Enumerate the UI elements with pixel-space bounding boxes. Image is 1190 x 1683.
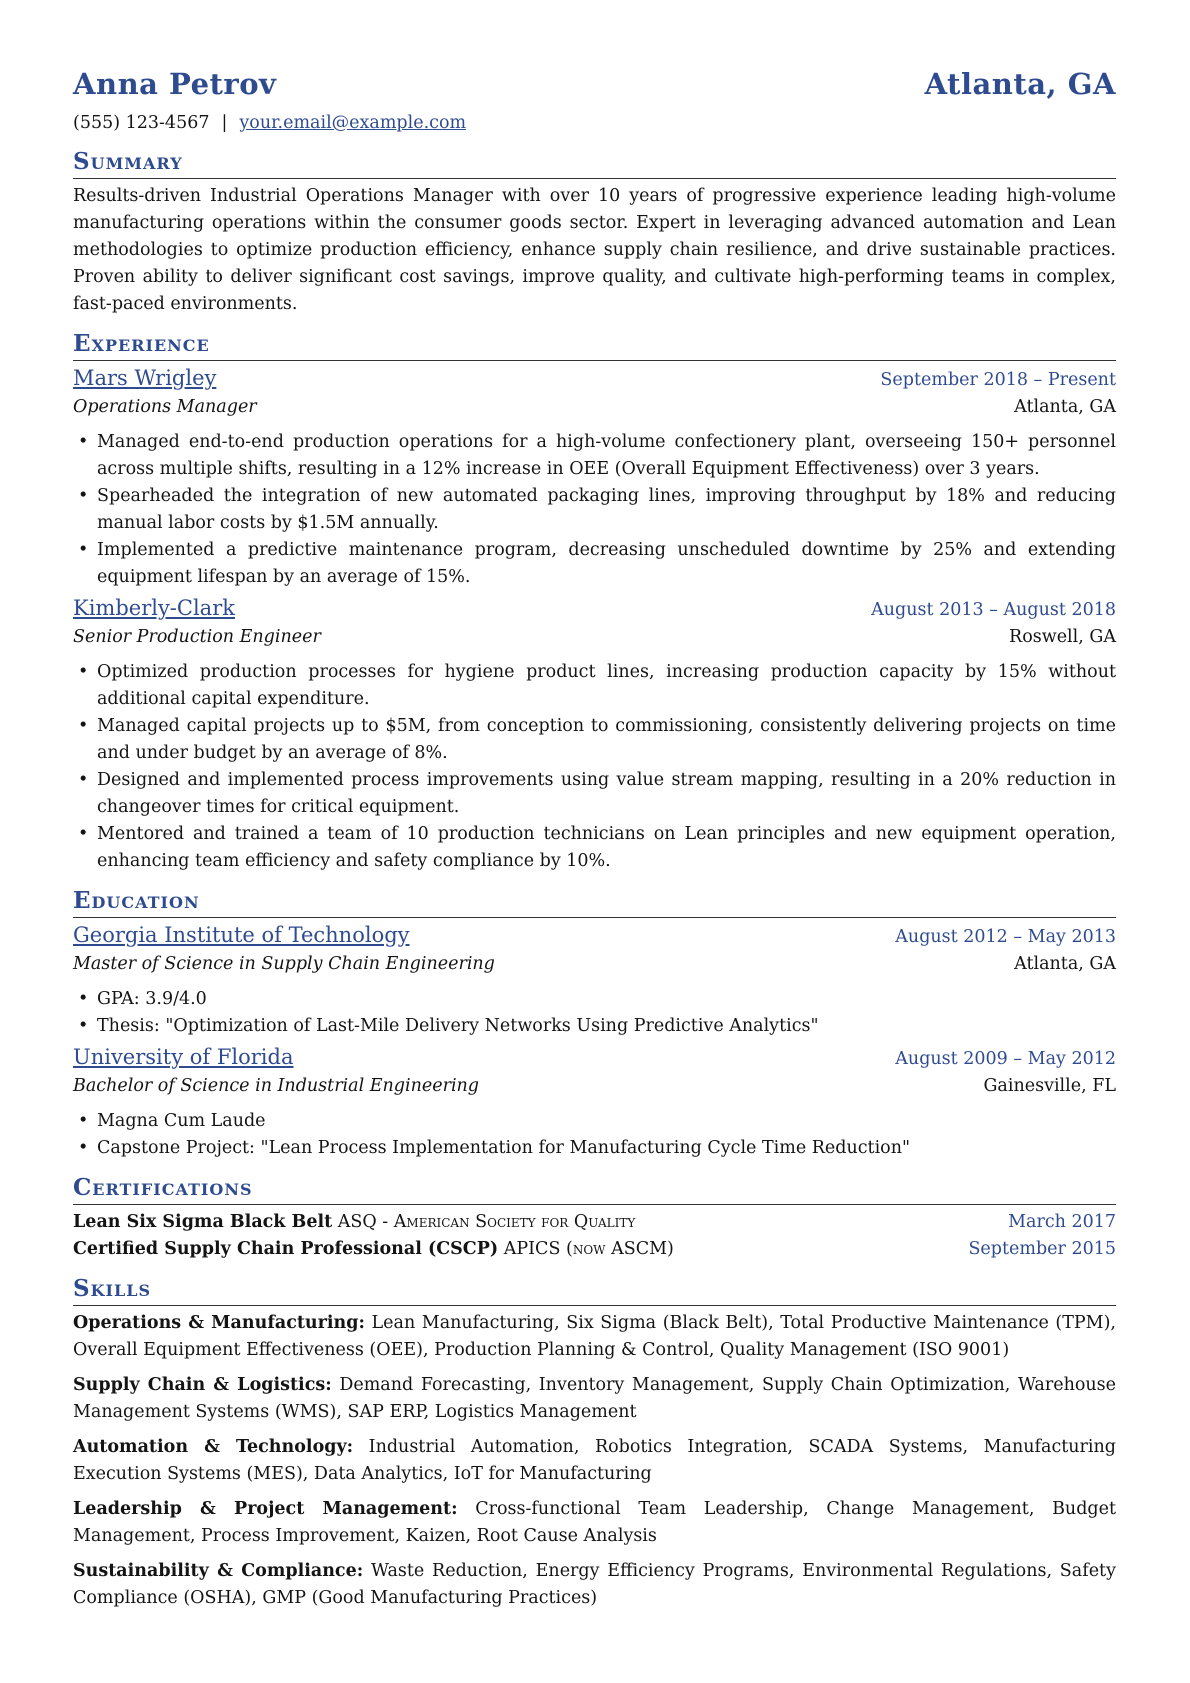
education-bullet: • GPA: 3.9/4.0 [73,986,1116,1013]
summary-text: Results-driven Industrial Operations Manager with over 10 years of progressive experience leading high-volume manufacturing operations within the consumer goods sector. Expert in leveraging advanced automation and Lean methodologies to optimize production efficiency, enhance supply chain resilience, and drive sustainable practices. Proven ability to deliver significant cost savings, improve quality, and cultivate high-performing teams in complex, fast-paced environments. [73,186,1116,314]
experience-entry [73,363,1116,591]
employer-link[interactable]: Kimberly-Clark [73,596,235,620]
school-location: Atlanta, GA [1014,954,1116,974]
skill-items: Industrial Automation, Robotics Integration, SCADA Systems, Manufacturing Execution Systems (MES), Data Analytics, IoT for Manufacturing [73,1437,1116,1484]
achievement-bullet: • Optimized production processes for hygiene product lines, increasing production capacity by 15% without additional capital expenditure. [73,659,1116,713]
skill-items: Lean Manufacturing, Six Sigma (Black Belt), Total Productive Maintenance (TPM), Overall Equipment Effectiveness (OEE), Production Planning & Control, Quality Management (ISO 9001) [73,1313,1116,1360]
education-details [73,986,1116,1040]
achievement-bullet: • Implemented a predictive maintenance program, decreasing unscheduled downtime by 25% and extending equipment lifespan by an average of 15%. [73,537,1116,591]
section-title-summary: Summary [73,146,1116,179]
section-title-skills: Skills [73,1273,1116,1306]
skills-list [73,1310,1116,1612]
achievement-bullet: • Mentored and trained a team of 10 production technicians on Lean principles and new equipment operation, enhancing team efficiency and safety compliance by 10%. [73,821,1116,875]
candidate-location: Atlanta, GA [924,67,1116,101]
achievement-bullet: • Designed and implemented process improvements using value stream mapping, resulting in a 20% reduction in changeover times for critical equipment. [73,767,1116,821]
certification-name: Lean Six Sigma Black Belt [73,1212,333,1232]
education-bullet: • Capstone Project: "Lean Process Implementation for Manufacturing Cycle Time Reduction" [73,1135,1116,1162]
certification-issuer: APICS (now ASCM) [503,1239,674,1259]
skill-group [73,1310,1116,1364]
skill-group [73,1372,1116,1426]
skill-group [73,1434,1116,1488]
job-title: Operations Manager [73,397,257,417]
job-location: Atlanta, GA [1014,397,1116,417]
education-list [73,920,1116,1162]
certification-date: September 2015 [968,1239,1116,1259]
achievement-bullet: • Spearheaded the integration of new automated packaging lines, improving throughput by 18% and reducing manual labor costs by $1.5M annually. [73,483,1116,537]
section-title-certifications: Certifications [73,1172,1116,1205]
education-bullet: • Thesis: "Optimization of Last-Mile Delivery Networks Using Predictive Analytics" [73,1013,1116,1040]
candidate-name: Anna Petrov [73,67,277,101]
experience-entry [73,593,1116,875]
certification-date: March 2017 [1008,1212,1116,1232]
certification-name: Certified Supply Chain Professional (CSCP) [73,1239,499,1259]
certification-item [73,1236,1116,1263]
employer-link[interactable]: Mars Wrigley [73,366,217,390]
certification-item [73,1209,1116,1236]
email-link[interactable]: your.email@example.com [239,113,467,133]
certification-issuer: ASQ - American Society for Quality [337,1212,636,1232]
phone-number: (555) 123-4567 [73,113,210,133]
skill-category: Sustainability & Compliance: [73,1561,364,1581]
resume-header [73,62,1116,106]
skill-items: Cross-functional Team Leadership, Change Management, Budget Management, Process Improvement, Kaizen, Root Cause Analysis [73,1499,1116,1546]
employment-dates: August 2013 – August 2018 [871,600,1116,620]
contact-separator: | [221,113,228,133]
skill-category: Supply Chain & Logistics: [73,1375,332,1395]
degree-title: Bachelor of Science in Industrial Engineering [73,1076,480,1096]
school-link[interactable]: Georgia Institute of Technology [73,923,410,947]
certification-list [73,1209,1116,1263]
section-title-education: Education [73,885,1116,918]
achievement-bullet: • Managed capital projects up to $5M, from conception to commissioning, consistently delivering projects on time and under budget by an average of 8%. [73,713,1116,767]
section-title-experience: Experience [73,328,1116,361]
achievement-list [73,429,1116,591]
job-title: Senior Production Engineer [73,627,321,647]
study-dates: August 2009 – May 2012 [895,1049,1116,1069]
education-bullet: • Magna Cum Laude [73,1108,1116,1135]
achievement-list [73,659,1116,875]
education-entry [73,920,1116,1040]
school-link[interactable]: University of Florida [73,1045,294,1069]
skill-group [73,1496,1116,1550]
education-entry [73,1042,1116,1162]
skill-items: Demand Forecasting, Inventory Management, Supply Chain Optimization, Warehouse Management Systems (WMS), SAP ERP, Logistics Management [73,1375,1116,1422]
experience-list [73,363,1116,875]
contact-line [73,110,1116,136]
employment-dates: September 2018 – Present [880,370,1116,390]
school-location: Gainesville, FL [983,1076,1116,1096]
skill-items: Waste Reduction, Energy Efficiency Programs, Environmental Regulations, Safety Compliance (OSHA), GMP (Good Manufacturing Practices) [73,1561,1116,1608]
skill-group [73,1558,1116,1612]
skill-category: Leadership & Project Management: [73,1499,458,1519]
education-details [73,1108,1116,1162]
degree-title: Master of Science in Supply Chain Engineering [73,954,495,974]
achievement-bullet: • Managed end-to-end production operations for a high-volume confectionery plant, overseeing 150+ personnel across multiple shifts, resulting in a 12% increase in OEE (Overall Equipment Effectiveness) over 3 years. [73,429,1116,483]
job-location: Roswell, GA [1009,627,1116,647]
skill-category: Automation & Technology: [73,1437,354,1457]
study-dates: August 2012 – May 2013 [895,927,1116,947]
skill-category: Operations & Manufacturing: [73,1313,365,1333]
